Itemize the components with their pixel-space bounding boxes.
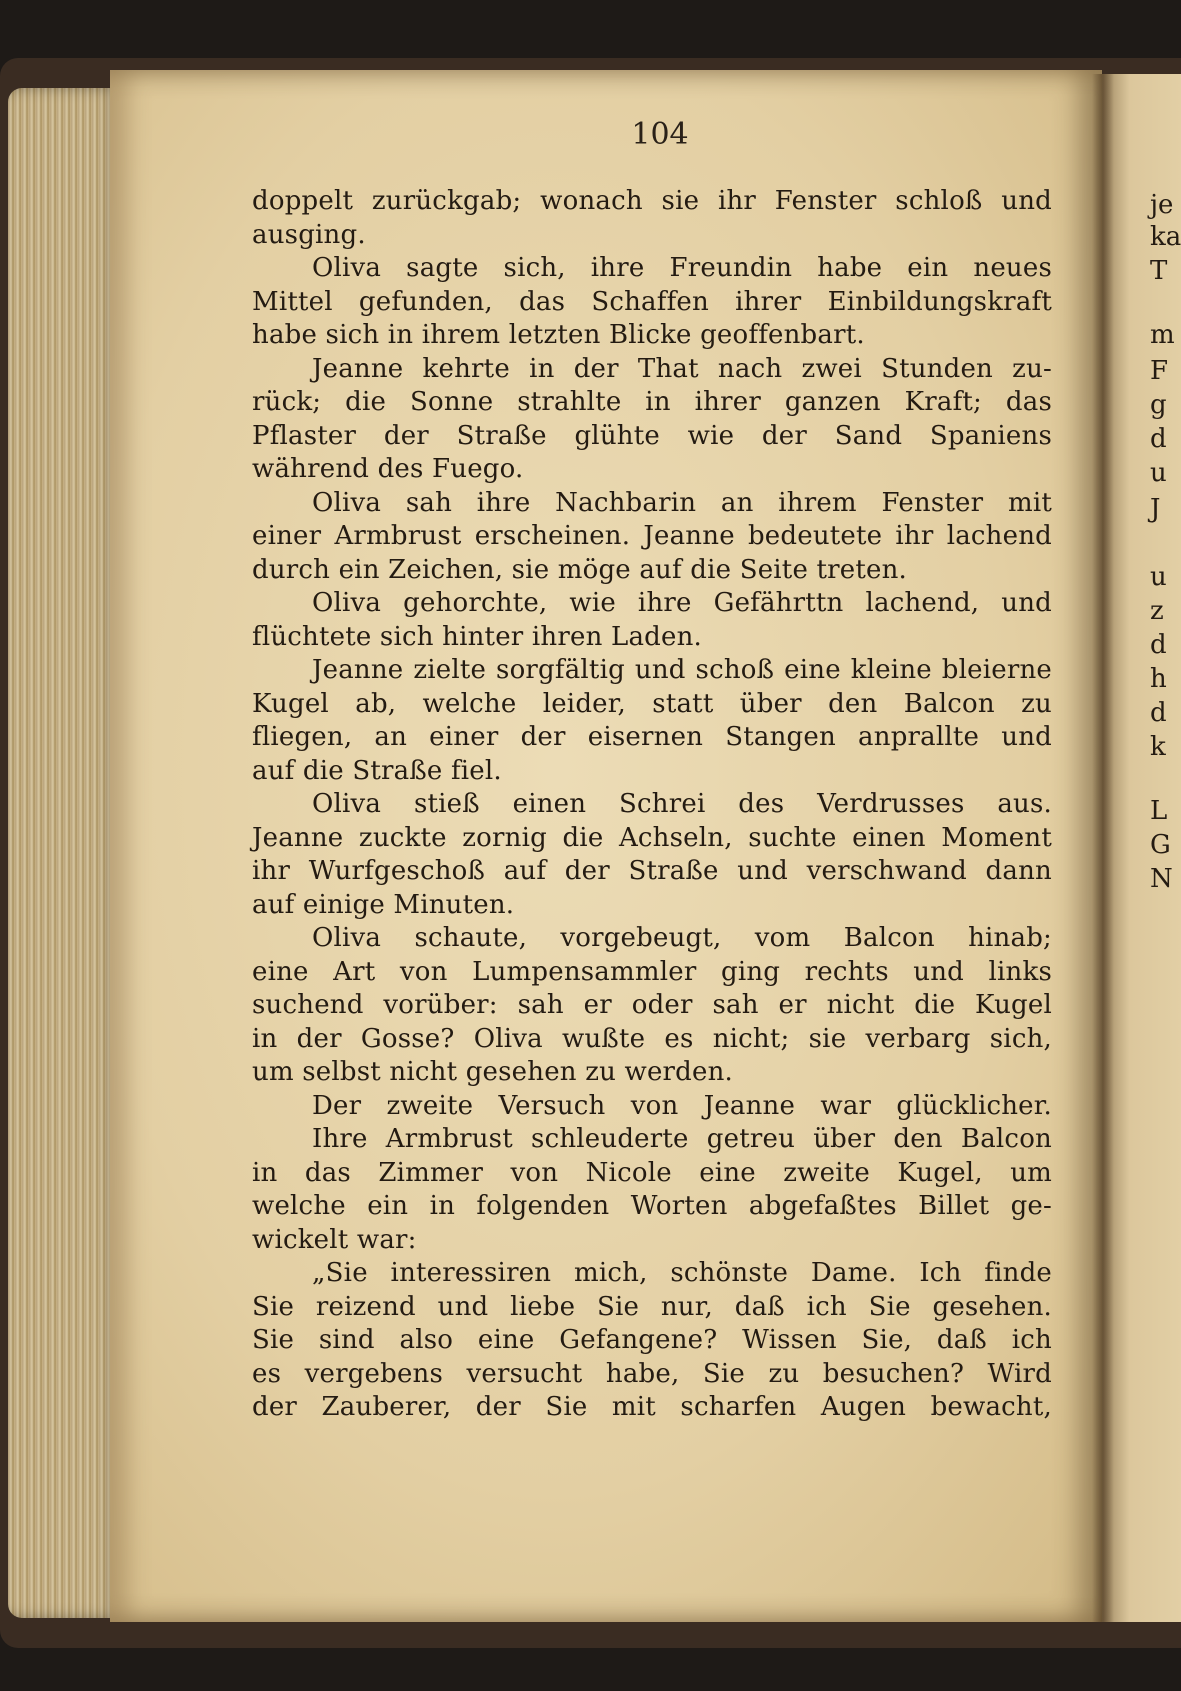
next-page-fragment: G [1150,830,1171,860]
text-line: durch ein Zeichen, sie möge auf die Seite treten. [252,554,908,585]
next-page-fragment: g [1150,390,1167,420]
text-line: welche ein in folgenden Worten abgefaßtes Billet ge- [252,1191,1052,1221]
text-line: der Zauberer, der Sie mit scharfen Augen bewacht, [252,1392,1052,1422]
text-line: suchend vorüber: sah er oder sah er nicht die Kugel [252,990,1052,1020]
text-line: Mittel gefunden, das Schaffen ihrer Einbildungskraft [252,286,1052,317]
text-line: doppelt zurückgab; wonach sie ihr Fenster schloß und [252,186,1052,216]
text-line: Oliva schaute, vorgebeugt, vom Balcon hinab; [312,923,1052,953]
next-page-fragment: u [1150,458,1167,488]
text-line: einer Armbrust erscheinen. Jeanne bedeutete ihr lachend [252,521,1052,551]
text-line: in der Gosse? Oliva wußte es nicht; sie verbarg sich, [252,1023,1052,1054]
text-line: habe sich in ihrem letzten Blicke geoffenbart. [252,320,865,350]
page-gutter [1092,74,1114,1622]
text-line: Ihre Armbrust schleuderte getreu über den Balcon [312,1124,1052,1154]
text-line: in das Zimmer von Nicole eine zweite Kugel, um [252,1157,1052,1188]
text-line: Sie reizend und liebe Sie nur, daß ich Sie gesehen. [252,1291,1052,1322]
page-number: 104 [631,117,689,152]
next-page-fragment: F [1150,356,1169,386]
next-page-fragment: z [1150,596,1164,626]
text-line: Oliva stieß einen Schrei des Verdrusses aus. [312,789,1052,819]
text-line: „Sie interessiren mich, schönste Dame. Ich finde [312,1258,1052,1288]
next-page-fragment: T [1150,256,1168,286]
text-line: Oliva sagte sich, ihre Freundin habe ein neues [312,253,1052,283]
next-page-fragment: d [1150,630,1167,660]
text-line: Kugel ab, welche leider, statt über den Balcon zu [252,688,1052,719]
text-line: eine Art von Lumpensammler ging rechts und links [252,956,1052,987]
text-line: während des Fuego. [252,454,524,484]
text-line: Jeanne zuckte zornig die Achseln, suchte einen Moment [252,822,1052,853]
next-page-fragment: N [1150,864,1173,894]
text-line: auf einige Minuten. [252,889,515,920]
next-page-fragment: k [1150,732,1166,762]
text-line: auf die Straße fiel. [252,755,502,786]
text-line: Pflaster der Straße glühte wie der Sand Spaniens [252,420,1052,451]
text-line: flüchtete sich hinter ihren Laden. [252,621,702,652]
text-line: Jeanne kehrte in der That nach zwei Stunden zu- [312,353,1052,384]
text-line: Oliva sah ihre Nachbarin an ihrem Fenster mit [312,487,1052,518]
next-page-fragment: ka [1150,222,1181,252]
next-page-fragment: d [1150,424,1167,454]
text-line: Oliva gehorchte, wie ihre Gefährttn lachend, und [312,588,1052,618]
next-page-fragment: L [1150,796,1168,826]
text-line: um selbst nicht gesehen zu werden. [252,1057,734,1087]
text-line: ihr Wurfgeschoß auf der Straße und verschwand dann [252,856,1052,886]
book-fore-edge [8,88,120,1618]
text-line: fliegen, an einer der eisernen Stangen anprallte und [252,722,1052,752]
text-line: Der zweite Versuch von Jeanne war glücklicher. [312,1090,1052,1121]
text-line: Sie sind also eine Gefangene? Wissen Sie, daß ich [252,1325,1052,1355]
page-text [252,185,1052,1425]
next-page-fragment: u [1150,562,1167,592]
next-page-fragment: h [1150,664,1167,694]
next-page-fragment: J [1150,494,1161,524]
next-page-fragment: m [1150,320,1175,350]
text-line: ausging. [252,219,366,250]
text-line: rück; die Sonne strahlte in ihrer ganzen Kraft; das [252,387,1052,417]
text-line: es vergebens versucht habe, Sie zu besuchen? Wird [252,1358,1052,1389]
next-page-fragment: d [1150,698,1167,728]
text-line: Jeanne zielte sorgfältig und schoß eine kleine bleierne [312,655,1052,685]
next-page-fragment: je [1150,190,1174,220]
text-line: wickelt war: [252,1224,417,1255]
